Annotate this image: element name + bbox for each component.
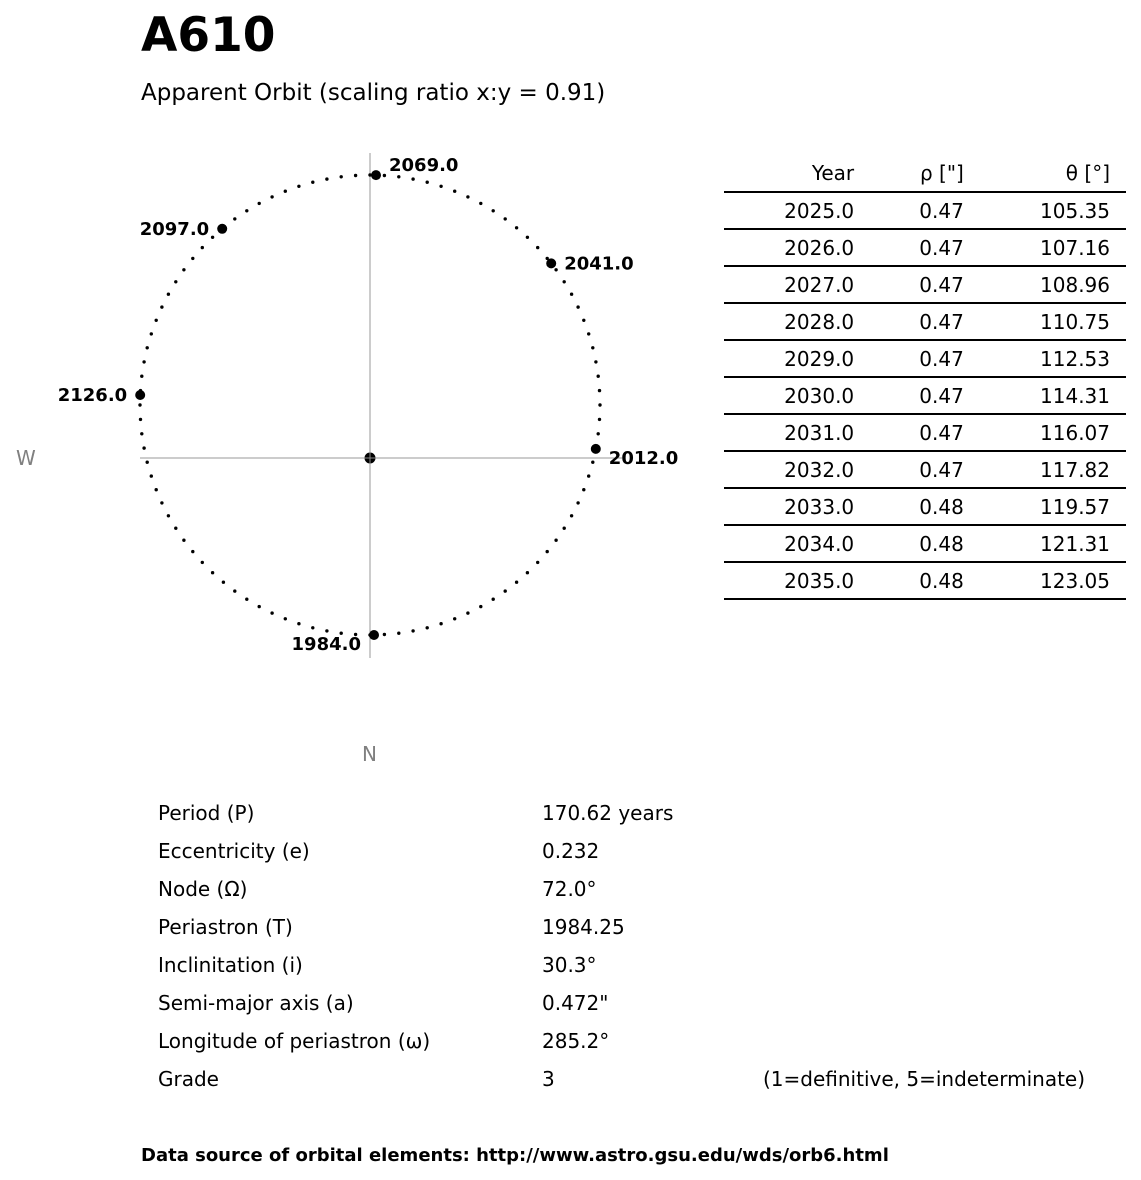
orbit-dot (504, 589, 507, 592)
orbit-dot (453, 617, 456, 620)
orbit-dot (160, 501, 163, 504)
header-theta: θ [°] (980, 155, 1126, 192)
orbit-dot (594, 360, 597, 363)
orbit-dot (466, 195, 469, 198)
orbit-dot (598, 418, 601, 421)
orbit-dot (297, 622, 300, 625)
orbit-dot (142, 360, 145, 363)
orbit-dot (182, 539, 185, 542)
epoch-label: 2069.0 (389, 155, 459, 177)
orbit-dot (479, 605, 482, 608)
orbit-dot (233, 217, 236, 220)
theta-cell: 121.31 (980, 525, 1126, 562)
ephemeris-header-row (724, 155, 1126, 192)
orbit-dot (515, 581, 518, 584)
orbit-dot (211, 236, 214, 239)
orbit-dot (492, 598, 495, 601)
table-row (724, 414, 1126, 451)
orbit-dot (439, 185, 442, 188)
table-row (724, 562, 1126, 599)
orbit-dot (245, 209, 248, 212)
orbit-dot (325, 629, 328, 632)
table-row (724, 377, 1126, 414)
table-row (724, 266, 1126, 303)
orbit-dot (140, 432, 143, 435)
orbit-dot (140, 375, 143, 378)
epoch-marker (135, 390, 145, 400)
element-value-inclination: 30.3° (542, 953, 597, 977)
table-row (724, 303, 1126, 340)
orbit-dot (563, 527, 566, 530)
orbit-dot (570, 514, 573, 517)
year-cell: 2034.0 (724, 525, 870, 562)
orbit-dot (397, 632, 400, 635)
orbit-dot (526, 571, 529, 574)
orbit-dot (142, 446, 145, 449)
grade-note: (1=definitive, 5=indeterminate) (763, 1067, 1086, 1091)
orbit-dot (297, 185, 300, 188)
rho-cell: 0.48 (870, 488, 980, 525)
element-label-grade: Grade (158, 1067, 219, 1091)
orbit-dot (191, 550, 194, 553)
theta-cell: 110.75 (980, 303, 1126, 340)
orbit-dot (340, 175, 343, 178)
rho-cell: 0.47 (870, 192, 980, 229)
orbit-dot (426, 626, 429, 629)
theta-cell: 107.16 (980, 229, 1126, 266)
orbit-dot (258, 202, 261, 205)
rho-cell: 0.48 (870, 525, 980, 562)
epoch-markers (58, 155, 679, 655)
orbit-dot (139, 418, 142, 421)
orbit-dot (582, 319, 585, 322)
orbit-dot (587, 474, 590, 477)
orbit-dot (150, 332, 153, 335)
theta-cell: 123.05 (980, 562, 1126, 599)
orbit-dot (160, 305, 163, 308)
orbit-dot (383, 633, 386, 636)
orbit-dot (167, 514, 170, 517)
orbit-dot (546, 550, 549, 553)
epoch-marker (591, 444, 601, 454)
orbit-dot (597, 432, 600, 435)
rho-cell: 0.47 (870, 266, 980, 303)
element-label-longitude-periastron: Longitude of periastron (ω) (158, 1029, 431, 1053)
epoch-label: 2097.0 (139, 218, 210, 240)
orbit-dot (563, 280, 566, 283)
orbit-dot (311, 181, 314, 184)
orbit-dot (582, 488, 585, 491)
table-row (724, 340, 1126, 377)
rho-cell: 0.47 (870, 451, 980, 488)
epoch-marker (546, 258, 556, 268)
epoch-label: 2012.0 (608, 447, 679, 469)
orbit-dot (354, 174, 357, 177)
orbit-dot (591, 461, 594, 464)
west-label: W (16, 446, 36, 470)
ephemeris-table (724, 155, 1126, 600)
element-value-grade: 3 (542, 1067, 555, 1091)
header-year: Year (724, 155, 870, 192)
orbit-dot (554, 539, 557, 542)
element-label-inclination: Inclinitation (i) (158, 953, 303, 977)
orbit-dot (167, 293, 170, 296)
orbit-dot (233, 589, 236, 592)
orbit-dot (570, 293, 573, 296)
epoch-marker (371, 170, 381, 180)
orbit-dot (479, 202, 482, 205)
orbit-dot (284, 617, 287, 620)
theta-cell: 114.31 (980, 377, 1126, 414)
orbit-dot (222, 581, 225, 584)
year-cell: 2033.0 (724, 488, 870, 525)
orbit-dot (258, 605, 261, 608)
orbit-dot (597, 375, 600, 378)
table-row (724, 451, 1126, 488)
orbit-dot (515, 226, 518, 229)
orbit-dot (201, 561, 204, 564)
rho-cell: 0.47 (870, 303, 980, 340)
orbit-dot (270, 195, 273, 198)
table-row (724, 525, 1126, 562)
orbit-dot (325, 177, 328, 180)
star-title: A610 (141, 8, 276, 63)
orbit-dot (526, 236, 529, 239)
epoch-marker (369, 630, 379, 640)
orbit-dot (284, 190, 287, 193)
element-value-semi-major-axis: 0.472" (542, 991, 609, 1015)
orbit-dot (554, 268, 557, 271)
rho-cell: 0.47 (870, 340, 980, 377)
rho-cell: 0.47 (870, 377, 980, 414)
theta-cell: 105.35 (980, 192, 1126, 229)
orbit-dot (591, 346, 594, 349)
orbit-dot (150, 474, 153, 477)
theta-cell: 119.57 (980, 488, 1126, 525)
orbit-dot (453, 190, 456, 193)
orbit-dot (598, 389, 601, 392)
year-cell: 2025.0 (724, 192, 870, 229)
element-value-eccentricity: 0.232 (542, 839, 600, 863)
element-label-semi-major-axis: Semi-major axis (a) (158, 991, 354, 1015)
year-cell: 2027.0 (724, 266, 870, 303)
element-value-periastron: 1984.25 (542, 915, 625, 939)
rho-cell: 0.47 (870, 414, 980, 451)
element-value-longitude-periastron: 285.2° (542, 1029, 610, 1053)
header-rho: ρ ["] (870, 155, 980, 192)
year-cell: 2030.0 (724, 377, 870, 414)
orbit-dot (492, 209, 495, 212)
orbit-dot (155, 488, 158, 491)
orbit-dot (576, 305, 579, 308)
year-cell: 2026.0 (724, 229, 870, 266)
element-label-eccentricity: Eccentricity (e) (158, 839, 310, 863)
element-label-periastron: Periastron (T) (158, 915, 293, 939)
orbit-dot (201, 246, 204, 249)
year-cell: 2029.0 (724, 340, 870, 377)
orbit-dot (155, 319, 158, 322)
orbit-dot (536, 561, 539, 564)
year-cell: 2035.0 (724, 562, 870, 599)
year-cell: 2032.0 (724, 451, 870, 488)
element-value-node: 72.0° (542, 877, 597, 901)
theta-cell: 112.53 (980, 340, 1126, 377)
table-row (724, 229, 1126, 266)
orbit-dot (536, 246, 539, 249)
year-cell: 2031.0 (724, 414, 870, 451)
table-row (724, 192, 1126, 229)
epoch-label: 2126.0 (57, 385, 128, 406)
element-label-period: Period (P) (158, 801, 255, 825)
orbit-dot (439, 622, 442, 625)
orbit-dot (182, 268, 185, 271)
year-cell: 2028.0 (724, 303, 870, 340)
data-source-note: Data source of orbital elements: http://www.astro.gsu.edu/wds/orb6.html (141, 1145, 889, 1166)
orbit-dot (211, 571, 214, 574)
orbit-dot (598, 403, 601, 406)
orbit-dot (383, 174, 386, 177)
orbit-dot (504, 217, 507, 220)
rho-cell: 0.48 (870, 562, 980, 599)
orbit-dot (245, 598, 248, 601)
orbit-dot (426, 181, 429, 184)
orbit-dot (576, 501, 579, 504)
north-label: N (362, 742, 377, 766)
theta-cell: 108.96 (980, 266, 1126, 303)
orbit-dot (411, 177, 414, 180)
epoch-label: 1984.0 (291, 634, 361, 655)
orbit-dot (146, 461, 149, 464)
table-row (724, 488, 1126, 525)
orbit-dot (466, 611, 469, 614)
orbit-dot (411, 629, 414, 632)
orbit-subtitle: Apparent Orbit (scaling ratio x:y = 0.91) (141, 80, 606, 106)
element-label-node: Node (Ω) (158, 877, 248, 901)
orbit-dot (587, 332, 590, 335)
orbit-dot (311, 626, 314, 629)
orbit-dot (138, 403, 141, 406)
theta-cell: 117.82 (980, 451, 1126, 488)
orbit-dot (191, 257, 194, 260)
element-value-period: 170.62 years (542, 801, 674, 825)
orbit-dot (270, 611, 273, 614)
epoch-marker (217, 224, 227, 234)
theta-cell: 116.07 (980, 414, 1126, 451)
primary-star (365, 453, 376, 464)
rho-cell: 0.47 (870, 229, 980, 266)
orbit-dot (146, 346, 149, 349)
epoch-label: 2041.0 (564, 253, 634, 275)
orbit-dot (174, 527, 177, 530)
orbit-dot (174, 280, 177, 283)
orbit-diagram (0, 140, 700, 780)
